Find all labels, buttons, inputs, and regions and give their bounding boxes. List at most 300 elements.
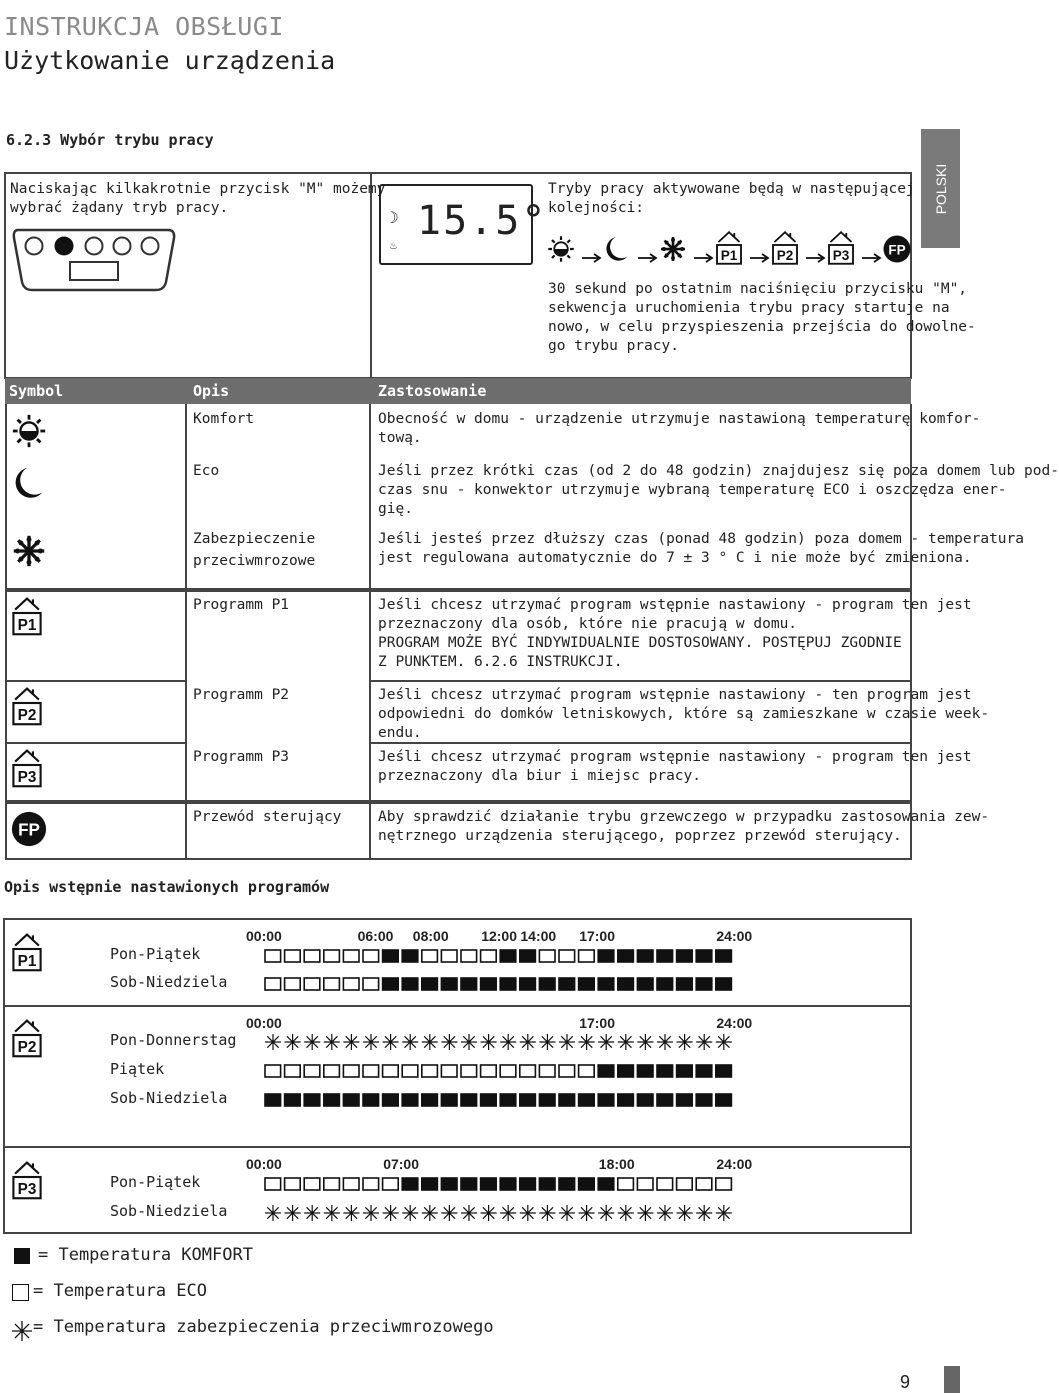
intro-left-text [10, 180, 385, 218]
eco-slot [383, 1178, 399, 1190]
page-number: 9 [900, 1372, 911, 1392]
eco-slot [579, 1065, 595, 1077]
svg-text:P1: P1 [17, 616, 37, 634]
comfort-slot [461, 978, 477, 990]
moon-small-icon: ☽ [389, 208, 399, 227]
frost-slot [304, 1205, 320, 1221]
time-tick: 17:00 [579, 928, 615, 944]
desc-line: czas snu - konwektor utrzymuje wybraną temperaturę ECO i oszczędza ener- [378, 482, 1007, 498]
comfort-slot [598, 1094, 614, 1106]
time-tick: 08:00 [412, 928, 449, 944]
frost-slot [657, 1034, 673, 1050]
table-desc [378, 530, 1024, 568]
svg-text:P2: P2 [776, 248, 794, 263]
comfort-slot [520, 1094, 536, 1106]
table-desc [378, 686, 989, 743]
p2-icon [10, 686, 44, 731]
comfort-slot [520, 950, 536, 962]
comfort-slot [696, 978, 712, 990]
table-opis [193, 808, 341, 827]
time-tick: 00:00 [246, 1156, 282, 1172]
comfort-slot [696, 1065, 712, 1077]
comfort-slot [422, 978, 438, 990]
comfort-slot [559, 978, 575, 990]
eco-slot [304, 1065, 320, 1077]
comfort-slot [520, 978, 536, 990]
table-opis [193, 748, 289, 767]
table-opis [193, 462, 219, 481]
eco-slot [363, 1178, 379, 1190]
comfort-slot [441, 1178, 457, 1190]
moon-icon [10, 464, 48, 506]
time-tick: 12:00 [481, 928, 517, 944]
intro-note-line: sekwencja uruchomienia trybu pracy startuje na [548, 300, 950, 316]
comfort-slot [637, 1094, 653, 1106]
comfort-slot [324, 1094, 340, 1106]
comfort-slot [677, 950, 693, 962]
time-tick: 24:00 [716, 928, 753, 944]
frost-slot [657, 1205, 673, 1221]
svg-text:P1: P1 [17, 952, 37, 970]
frost-slot [579, 1034, 595, 1050]
comfort-slot [520, 1178, 536, 1190]
frost-slot [520, 1205, 536, 1221]
frost-slot [441, 1034, 457, 1050]
eco-slot [265, 978, 281, 990]
frost-slot [343, 1034, 359, 1050]
program-schedule-row [264, 976, 739, 996]
svg-text:FP: FP [18, 820, 40, 840]
frost-slot [481, 1205, 497, 1221]
comfort-slot [716, 978, 732, 990]
frost-slot [383, 1205, 399, 1221]
eco-slot [657, 1178, 673, 1190]
svg-text:P2: P2 [17, 1038, 37, 1056]
eco-slot [343, 978, 359, 990]
desc-line: jest regulowana automatycznie do 7 ± 3 ° C i nie może być zmieniona. [378, 550, 972, 566]
opis-line: przeciwmrozowe [193, 553, 316, 569]
eco-slot [520, 1065, 536, 1077]
comfort-slot [598, 1065, 614, 1077]
eco-slot [579, 950, 595, 962]
comfort-slot [637, 978, 653, 990]
comfort-slot [579, 978, 595, 990]
opis-line: Komfort [193, 411, 255, 427]
legend-comfort-symbol [14, 1248, 30, 1264]
time-tick: 24:00 [716, 1015, 753, 1031]
eco-slot [285, 978, 301, 990]
time-tick: 00:00 [246, 928, 282, 944]
time-tick: 24:00 [716, 1156, 753, 1172]
frost-slot [696, 1034, 712, 1050]
sequence-snowflake-icon [658, 234, 692, 274]
eco-slot [343, 950, 359, 962]
time-tick: 00:00 [246, 1015, 282, 1031]
comfort-slot [618, 950, 634, 962]
comfort-slot [598, 978, 614, 990]
program-day-label: Sob-Niedziela [110, 1202, 228, 1220]
frost-slot [500, 1034, 516, 1050]
opis-line: Programm P3 [193, 749, 290, 765]
program-day-label: Piątek [110, 1060, 165, 1078]
eco-slot [285, 1178, 301, 1190]
eco-slot [324, 950, 340, 962]
comfort-slot [422, 1178, 438, 1190]
legend-text: = Temperatura zabezpieczenia przeciwmrozowego [33, 1317, 494, 1337]
opis-line: Programm P1 [193, 597, 290, 613]
eco-slot [441, 950, 457, 962]
eco-slot [343, 1178, 359, 1190]
eco-slot [618, 1178, 634, 1190]
svg-text:P2: P2 [17, 706, 37, 724]
eco-slot [637, 1178, 653, 1190]
desc-line: przeznaczony dla biur i miejsc pracy. [378, 768, 702, 784]
desc-line: gię. [378, 501, 413, 517]
eco-slot [324, 1065, 340, 1077]
frost-slot [422, 1034, 438, 1050]
legend-frost-symbol [11, 1320, 33, 1346]
opis-line: Zabezpieczenie [193, 531, 316, 547]
frost-slot [539, 1034, 555, 1050]
eco-slot [304, 950, 320, 962]
frost-slot [559, 1034, 575, 1050]
arrow-right-icon [806, 254, 824, 262]
desc-line: endu. [378, 725, 422, 741]
frost-slot [324, 1034, 340, 1050]
comfort-slot [618, 1094, 634, 1106]
frost-slot [520, 1034, 536, 1050]
page-edge-bar [944, 1366, 960, 1393]
frost-slot [363, 1034, 379, 1050]
frost-slot [677, 1205, 693, 1221]
comfort-slot [657, 1094, 673, 1106]
intro-left-box [4, 172, 386, 379]
eco-slot [461, 1065, 477, 1077]
comfort-slot [618, 1065, 634, 1077]
eco-slot [363, 1065, 379, 1077]
frost-slot [598, 1034, 614, 1050]
frost-slot [461, 1034, 477, 1050]
eco-slot [363, 950, 379, 962]
comfort-slot [618, 978, 634, 990]
program-schedule-row [264, 1092, 739, 1112]
comfort-slot [402, 1094, 418, 1106]
comfort-slot [598, 1178, 614, 1190]
desc-line: Jeśli przez krótki czas (od 2 do 48 godzin) znajdujesz się poza domem lub pod- [378, 463, 1059, 479]
legend-text: = Temperatura ECO [33, 1281, 207, 1301]
section-heading: 6.2.3 Wybór trybu pracy [6, 131, 214, 149]
eco-slot [304, 978, 320, 990]
sun-icon [10, 412, 48, 454]
snowflake-icon [10, 532, 48, 574]
comfort-slot [461, 1094, 477, 1106]
time-tick: 14:00 [520, 928, 557, 944]
intro-right-line: kolejności: [548, 200, 645, 216]
time-tick: 06:00 [357, 928, 394, 944]
intro-right-line: Tryby pracy aktywowane będą w następującej [548, 181, 915, 197]
p3-icon [10, 1160, 44, 1205]
arrow-right-icon [694, 254, 712, 262]
eco-slot [481, 950, 497, 962]
eco-slot [559, 950, 575, 962]
sequence-moon-icon [602, 234, 636, 274]
comfort-slot [402, 1178, 418, 1190]
eco-slot [696, 1178, 712, 1190]
eco-slot [265, 1065, 281, 1077]
svg-text:P1: P1 [720, 248, 738, 263]
intro-note-line: go trybu pracy. [548, 338, 679, 354]
doc-subtitle: Użytkowanie urządzenia [4, 46, 336, 75]
eco-slot [285, 1065, 301, 1077]
desc-line: Jeśli jesteś przez dłuższy czas (ponad 48 godzin) poza domem - temperatura [378, 531, 1025, 547]
table-opis [193, 596, 289, 615]
eco-slot [422, 950, 438, 962]
table-desc [378, 808, 989, 846]
table-row-divider [5, 742, 187, 744]
svg-text:FP: FP [888, 242, 906, 258]
comfort-slot [402, 950, 418, 962]
eco-slot [677, 1178, 693, 1190]
comfort-slot [481, 978, 497, 990]
comfort-slot [265, 1094, 281, 1106]
comfort-slot [500, 1094, 516, 1106]
eco-slot [716, 1178, 732, 1190]
eco-slot [422, 1065, 438, 1077]
program-schedule-row [264, 1034, 739, 1054]
eco-slot [383, 1065, 399, 1077]
frost-slot [696, 1205, 712, 1221]
frost-slot [343, 1205, 359, 1221]
comfort-slot [481, 1178, 497, 1190]
program-day-label: Sob-Niedziela [110, 973, 228, 991]
eco-slot [441, 1065, 457, 1077]
eco-slot [539, 950, 555, 962]
frost-slot [285, 1034, 301, 1050]
comfort-slot [402, 978, 418, 990]
comfort-slot [559, 1178, 575, 1190]
frost-slot [637, 1205, 653, 1221]
eco-slot [461, 950, 477, 962]
language-tab: POLSKI [921, 129, 960, 248]
p2-icon [10, 1018, 44, 1063]
intro-left-line: Naciskając kilkakrotnie przycisk "M" możemy [10, 181, 386, 197]
svg-text:P3: P3 [17, 1180, 37, 1198]
program-schedule-row [264, 1063, 739, 1083]
eco-slot [500, 1065, 516, 1077]
frost-slot [304, 1034, 320, 1050]
frost-slot [363, 1205, 379, 1221]
col-zastosowanie: Zastosowanie [378, 382, 487, 400]
comfort-slot [539, 1178, 555, 1190]
table-desc [378, 748, 972, 786]
frost-slot [637, 1034, 653, 1050]
programs-divider-1 [3, 1005, 912, 1007]
opis-line: Przewód sterujący [193, 809, 342, 825]
comfort-slot [677, 978, 693, 990]
svg-text:P3: P3 [17, 768, 37, 786]
frost-slot [422, 1205, 438, 1221]
eco-slot [265, 950, 281, 962]
comfort-slot [363, 1094, 379, 1106]
desc-line: Obecność w domu - urządzenie utrzymuje nastawioną temperaturę komfor- [378, 411, 981, 427]
comfort-slot [696, 1094, 712, 1106]
sequence-sun-icon [546, 234, 580, 274]
comfort-slot [500, 978, 516, 990]
table-desc [378, 462, 1059, 519]
comfort-slot [716, 1094, 732, 1106]
comfort-slot [500, 1178, 516, 1190]
table-desc [378, 410, 980, 448]
table-opis [193, 686, 289, 705]
comfort-slot [716, 950, 732, 962]
frost-slot [324, 1205, 340, 1221]
desc-line: odpowiedni do domków letniskowych, które są zamieszkane w czasie week- [378, 706, 990, 722]
program-day-label: Pon-Piątek [110, 945, 201, 963]
sequence-p1-icon [714, 230, 748, 270]
comfort-slot [481, 1094, 497, 1106]
comfort-slot [383, 950, 399, 962]
sequence-fp-icon [882, 234, 916, 274]
frost-slot [265, 1034, 281, 1050]
opis-line: Eco [193, 463, 220, 479]
frost-slot [539, 1205, 555, 1221]
eco-slot [265, 1178, 281, 1190]
col-opis: Opis [193, 382, 230, 400]
frost-slot [481, 1034, 497, 1050]
mode-sequence [540, 228, 910, 272]
frost-slot [265, 1205, 281, 1221]
arrow-right-icon [750, 254, 768, 262]
eco-slot [304, 1178, 320, 1190]
desc-line: PROGRAM MOŻE BYĆ INDYWIDUALNIE DOSTOSOWANY. POSTĘPUJ ZGODNIE [378, 635, 902, 651]
comfort-slot [539, 1094, 555, 1106]
program-schedule-row [264, 1205, 739, 1225]
frost-slot [716, 1205, 732, 1221]
comfort-slot [579, 1094, 595, 1106]
opis-line: Programm P2 [193, 687, 290, 703]
comfort-slot [441, 1094, 457, 1106]
desc-line: tową. [378, 430, 422, 446]
eco-slot [402, 1065, 418, 1077]
eco-slot [285, 950, 301, 962]
desc-line: Z PUNKTEM. 6.2.6 INSTRUKCJI. [378, 654, 623, 670]
comfort-slot [304, 1094, 320, 1106]
arrow-right-icon [582, 254, 600, 262]
display-value: 15.5° [417, 198, 548, 244]
comfort-slot [441, 978, 457, 990]
eco-slot [481, 1065, 497, 1077]
comfort-slot [500, 950, 516, 962]
thermostat-panel-icon [10, 224, 180, 299]
programs-divider-2 [3, 1146, 912, 1148]
comfort-slot [539, 978, 555, 990]
frost-slot [383, 1034, 399, 1050]
frost-slot [500, 1205, 516, 1221]
program-schedule-row [264, 1176, 739, 1196]
eco-slot [343, 1065, 359, 1077]
p1-icon [10, 932, 44, 977]
comfort-slot [677, 1065, 693, 1077]
comfort-slot [461, 1178, 477, 1190]
frost-slot [579, 1205, 595, 1221]
frost-slot [402, 1205, 418, 1221]
p3-icon [10, 748, 44, 793]
desc-line: Jeśli chcesz utrzymać program wstępnie nastawiony - program ten jest [378, 597, 972, 613]
comfort-slot [657, 1065, 673, 1077]
p1-icon [10, 596, 44, 641]
intro-right-text [548, 180, 915, 218]
doc-title: INSTRUKCJA OBSŁUGI [4, 12, 284, 41]
program-day-label: Pon-Donnerstag [110, 1031, 237, 1049]
desc-line: Jeśli chcesz utrzymać program wstępnie nastawiony - program ten jest [378, 749, 972, 765]
legend-eco-symbol [12, 1284, 29, 1301]
comfort-slot [637, 950, 653, 962]
arrow-right-icon [862, 254, 880, 262]
eco-slot [324, 1178, 340, 1190]
program-day-label: Sob-Niedziela [110, 1089, 228, 1107]
col-symbol: Symbol [9, 382, 64, 400]
eco-slot [559, 1065, 575, 1077]
programs-heading: Opis wstępnie nastawionych programów [4, 878, 330, 896]
frost-slot [285, 1205, 301, 1221]
comfort-slot [285, 1094, 301, 1106]
frost-slot [559, 1205, 575, 1221]
comfort-slot [422, 1094, 438, 1106]
table-opis [193, 530, 315, 571]
desc-line: nętrznego urządzenia sterującego, poprzez przewód sterujący. [378, 828, 902, 844]
table-row-divider [5, 680, 187, 682]
desc-line: przeznaczony dla osób, które nie pracują w domu. [378, 616, 798, 632]
fp-icon [10, 810, 48, 852]
intro-note-line: nowo, w celu przyspieszenia przejścia do dowolne- [548, 319, 976, 335]
intro-left-line: wybrać żądany tryb pracy. [10, 200, 229, 216]
eco-slot [324, 978, 340, 990]
arrow-right-icon [638, 254, 656, 262]
table-desc [378, 596, 972, 672]
comfort-slot [637, 1065, 653, 1077]
comfort-slot [343, 1094, 359, 1106]
sequence-p2-icon [770, 230, 804, 270]
comfort-slot [696, 950, 712, 962]
lcd-display [379, 184, 548, 265]
program-day-label: Pon-Piątek [110, 1173, 201, 1191]
eco-slot [363, 978, 379, 990]
frost-slot [402, 1034, 418, 1050]
comfort-slot [559, 1094, 575, 1106]
time-tick: 17:00 [579, 1015, 615, 1031]
intro-note-line: 30 sekund po ostatnim naciśnięciu przycisku "M", [548, 281, 968, 297]
comfort-slot [657, 950, 673, 962]
comfort-slot [579, 1178, 595, 1190]
time-tick: 18:00 [598, 1156, 635, 1172]
comfort-slot [677, 1094, 693, 1106]
time-tick: 07:00 [383, 1156, 419, 1172]
frost-slot [618, 1034, 634, 1050]
comfort-slot [716, 1065, 732, 1077]
flame-icon: ♨ [390, 238, 398, 252]
frost-slot [677, 1034, 693, 1050]
desc-line: Aby sprawdzić działanie trybu grzewczego w przypadku zastosowania zew- [378, 809, 990, 825]
frost-slot [716, 1034, 732, 1050]
comfort-slot [383, 1094, 399, 1106]
legend-text: = Temperatura KOMFORT [38, 1245, 253, 1265]
program-schedule-row [264, 948, 739, 968]
frost-slot [461, 1205, 477, 1221]
svg-text:P3: P3 [832, 248, 850, 263]
eco-slot [539, 1065, 555, 1077]
sequence-p3-icon [826, 230, 860, 270]
desc-line: Jeśli chcesz utrzymać program wstępnie nastawiony - ten program jest [378, 687, 972, 703]
